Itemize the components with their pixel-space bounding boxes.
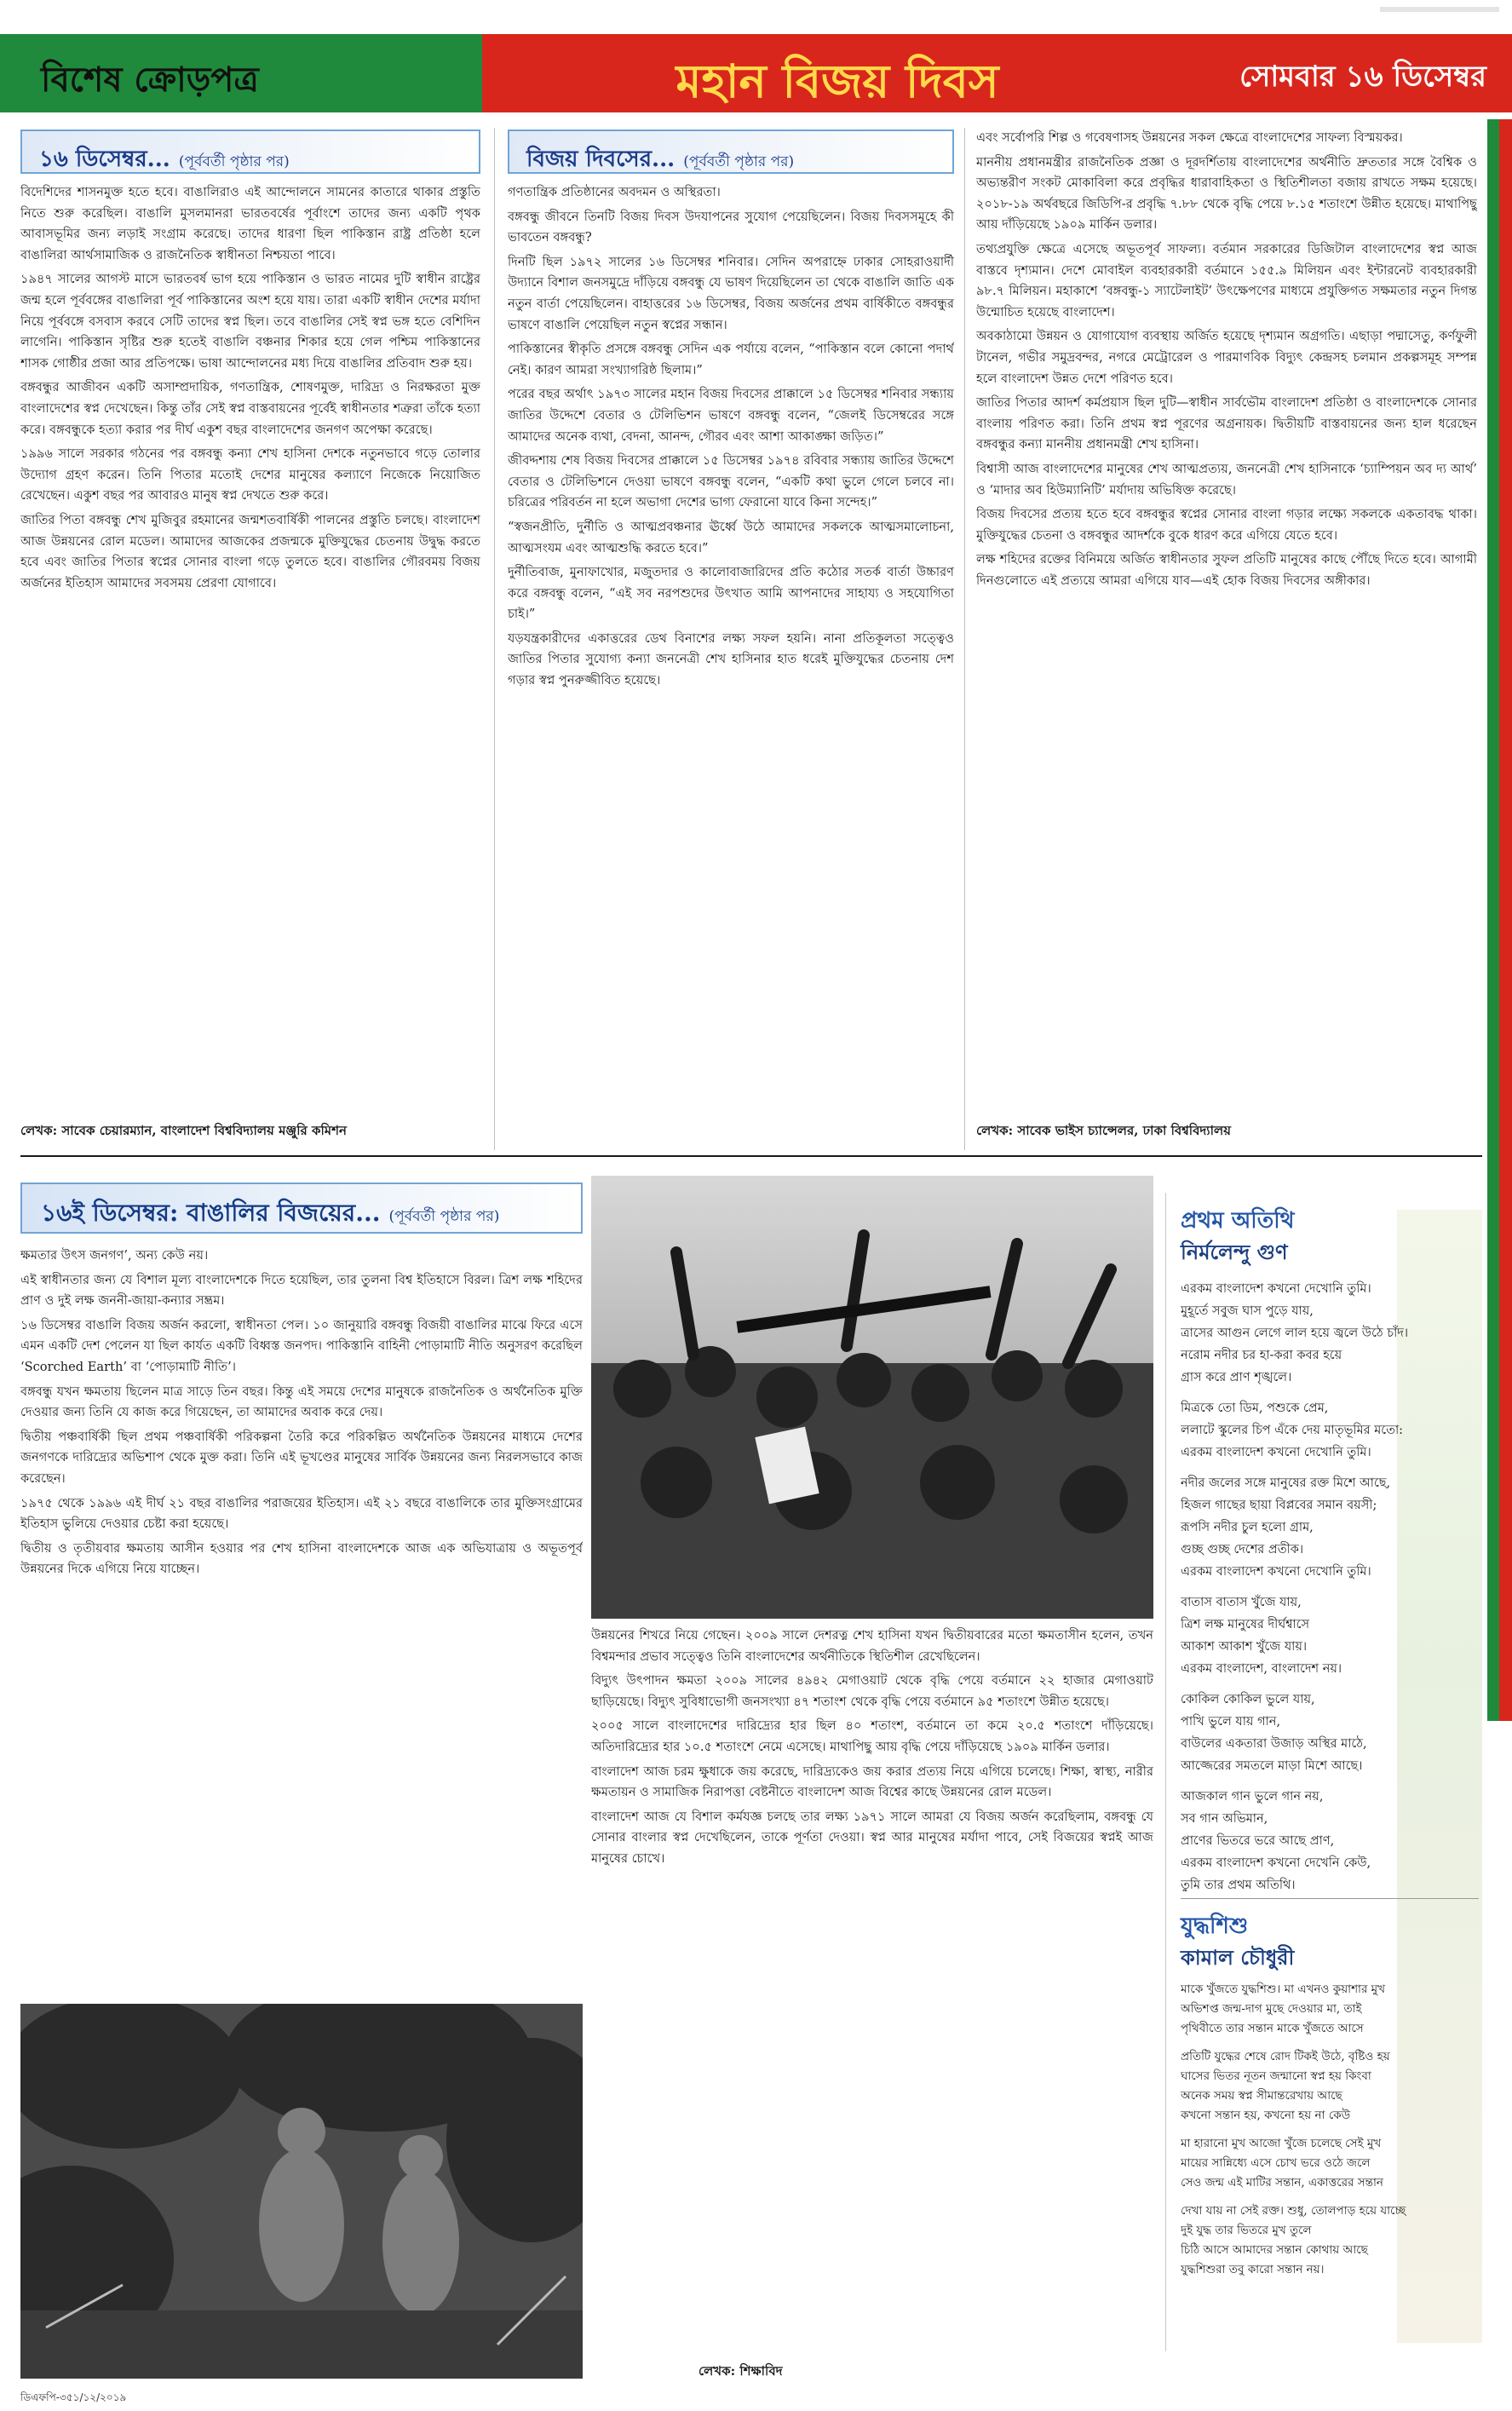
article-2-paragraph: যড়যন্ত্রকারীদের একাত্তরের ডেথ বিনাশের লক্ষ্য সফল হয়নি। নানা প্রতিকূলতা সত্ত্বেও জাতির পিতার সুযোগ্য কন্যা জননেত্রী শেখ হাসিনার হাত ধরেই মুক্তিযুদ্ধের চেতনায় দেশ গড়ার স্বপ্ন পুনরুজ্জীবিত হয়েছে। <box>508 630 954 688</box>
article-1-paragraph: ১৯৯৬ সালে সরকার গঠনের পর বঙ্গবন্ধু কন্যা শেখ হাসিনা দেশকে নতুনভাবে গড়ে তোলার উদ্যোগ গ্রহণ করেন। তিনি পিতার মতোই দেশের মানুষের কল্যাণে নিজেকে নিয়োজিত রেখেছেন। একুশ বছর পর আবারও মানুষ স্বপ্ন দেখতে শুরু করে। <box>20 446 480 503</box>
poem-2-stanza: মাকে খুঁজতে যুদ্ধশিশু। মা এখনও কুয়াশার মুখ অভিশপ্ত জন্ম-দাগ মুছে দেওয়ার মা, তাই পৃথিবীতে তার সন্তান মাকে খুঁজতে আসে <box>1181 1982 1386 2035</box>
article-4-paragraph: ২০০৫ সালে বাংলাদেশের দারিদ্র্যের হার ছিল ৪০ শতাংশ, বর্তমানে তা কমে ২০.৫ শতাংশে দাঁড়িয়েছে। অতিদারিদ্র্যের হার ১০.৫ শতাংশে নেমে এসেছে। মাথাপিছু আয় বৃদ্ধি পেয়ে দাঁড়িয়েছে ১৯০৯ মার্কিন ডলার। <box>591 1718 1153 1754</box>
article-4-right-body <box>591 1626 1153 2353</box>
article-1-paragraph: বিদেশিদের শাসনমুক্ত হতে হবে। বাঙালিরাও এই আন্দোলনে সামনের কাতারে থাকার প্রস্তুতি নিতে শুরু করেছিল। বাঙালি মুসলমানরা ভারতবর্ষের পূর্বাংশে তাদের জন্য একটি পৃথক আবাসভূমির জন্য লড়াই সংগ্রাম করেছে। তাদের ধারণা ছিল পাকিস্তান রাষ্ট্র প্রতিষ্ঠা হলে বাঙালিরা আর্থসামাজিক ও রাজনৈতিক স্বাধীনতা নিশ্চয়তা পাবে। <box>20 185 480 262</box>
article-3-body <box>976 128 1477 1108</box>
article-3-paragraph: মাননীয় প্রধানমন্ত্রীর রাজনৈতিক প্রজ্ঞা ও দূরদর্শিতায় বাংলাদেশের অর্থনীতি দ্রুততার সঙ্গে বৈশ্বিক ও অভ্যন্তরীণ সংকট মোকাবিলা করে প্রবৃদ্ধির ধারাবাহিকতা ও স্থিতিশীলতা বজায় রাখতে সক্ষম হয়েছে। ২০১৮-১৯ অর্থবছরে জিডিপি-র প্রবৃদ্ধি ৭.৮৮ থেকে বৃদ্ধি পেয়ে ৮.১৫ শতাংশে উন্নীত হয়েছে। মাথাপিছু আয় দাঁড়িয়েছে ১৯০৯ মার্কিন ডলার। <box>976 154 1477 233</box>
victory-crowd-illustration <box>591 1176 1153 1619</box>
article-3-paragraph: লক্ষ শহিদের রক্তের বিনিময়ে অর্জিত স্বাধীনতার সুফল প্রতিটি মানুষের কাছে পৌঁছে দিতে হবে। আগামী দিনগুলোতে এই প্রত্যয়ে আমরা এগিয়ে যাব—এই হোক বিজয় দিবসের অঙ্গীকার। <box>976 552 1477 588</box>
poem-2-stanza: দেখা যায় না সেই রক্ত। শুধু, তোলপাড় হয়ে যাচ্ছে দুই যুদ্ধ তার ভিতরে মুখ তুলে চিঠি আসে আমাদের সন্তান কোথায় আছে যুদ্ধশিশুরা তবু কারো সন্তান নয়। <box>1181 2204 1406 2276</box>
article-4-paragraph: বঙ্গবন্ধু যখন ক্ষমতায় ছিলেন মাত্র সাড়ে তিন বছর। কিন্তু এই সময়ে দেশের মানুষকে রাজনৈতিক ও অর্থনৈতিক মুক্তি দেওয়ার জন্য তিনি যে কাজ করে গিয়েছেন, তা আমাদের অবাক করে দেয়। <box>20 1384 583 1420</box>
article-1-byline: লেখক: সাবেক চেয়ারম্যান, বাংলাদেশ বিশ্ববিদ্যালয় মঞ্জুরি কমিশন <box>20 1123 347 1138</box>
top-mark <box>1380 7 1499 12</box>
poem-1-stanza: আজকাল গান ভুলে গান নয়, সব গান অভিমান, প্রাণের ভিতরে ভরে আছে প্রাণ, এরকম বাংলাদেশ কখনো দেখেনি কেউ, তুমি তার প্রথম অতিথি। <box>1181 1790 1371 1891</box>
article-4-paragraph: ১৯৭৫ থেকে ১৯৯৬ এই দীর্ঘ ২১ বছর বাঙালির পরাজয়ের ইতিহাস। এই ২১ বছরে বাঙালিকে তার মুক্তিসংগ্রামের ইতিহাস ভুলিয়ে দেওয়ার চেষ্টা করা হয়েছে। <box>20 1495 583 1532</box>
article-1-title: ১৬ ডিসেম্বর... <box>39 147 170 172</box>
article-4-paragraph: উন্নয়নের শিখরে নিয়ে গেছেন। ২০০৯ সালে দেশরত্ন শেখ হাসিনা যখন দ্বিতীয়বারের মতো ক্ষমতাসীন হলেন, তখন বিশ্বমন্দার প্রভাব সত্ত্বেও তিনি বাংলাদেশের অর্থনীতিকে স্থিতিশীল রেখেছিলেন। <box>591 1628 1153 1664</box>
article-1-paragraph: ১৯৪৭ সালের আগস্ট মাসে ভারতবর্ষ ভাগ হয়ে পাকিস্তান ও ভারত নামের দুটি স্বাধীন রাষ্ট্রের জন্ম হলে পূর্ববঙ্গের বাঙালিরা পূর্ব পাকিস্তানের অংশ হয়ে যায়। তারা একটি স্বাধীন দেশের মর্যাদা নিয়ে পূর্ববঙ্গে বসবাস করবে সেটি তাদের স্বপ্ন ছিল। তবে বাঙালির সেই স্বপ্ন ভঙ্গ হতে বেশিদিন লাগেনি। পাকিস্তান সৃষ্টির শুরু হতেই বাঙালি বঞ্চনার শিকার হয়ে গেল পশ্চিম পাকিস্তানের শাসক গোষ্ঠীর প্রজা আর প্রতিপক্ষে। ভাষা আন্দোলনের মধ্য দিয়ে বাঙালির প্রতিবাদ শুরু হয়। <box>20 272 480 371</box>
article-4-paragraph: বাংলাদেশ আজ চরম ক্ষুধাকে জয় করেছে, দারিদ্র্যকেও জয় করার প্রত্যয় নিয়ে এগিয়ে চলেছে। শিক্ষা, স্বাস্থ্য, নারীর ক্ষমতায়ন ও সামাজিক নিরাপত্তা বেষ্টনীতে বাংলাদেশ আজ বিশ্বের কাছে উন্নয়নের রোল মডেল। <box>591 1764 1153 1800</box>
section-divider <box>20 1155 1482 1157</box>
article-4-paragraph: এই স্বাধীনতার জন্য যে বিশাল মূল্য বাংলাদেশকে দিতে হয়েছিল, তার তুলনা বিশ্ব ইতিহাসে বিরল। ত্রিশ লক্ষ শহিদের প্রাণ ও দুই লক্ষ জননী-জায়া-কন্যার সম্ভ্রম। <box>20 1272 583 1309</box>
article-3-paragraph: বিজয় দিবসের প্রত্যয় হতে হবে বঙ্গবন্ধুর স্বপ্নের সোনার বাংলা গড়ার লক্ষ্যে সকলকে একতাবদ্ধ থাকা। মুক্তিযুদ্ধের চেতনা ও বঙ্গবন্ধুর আদর্শকে বুকে ধারণ করে এগিয়ে যেতে হবে। <box>976 507 1477 543</box>
article-2-body <box>508 182 954 1111</box>
poem-2-stanza: প্রতিটি যুদ্ধের শেষে রোদ টিকই উঠে, বৃষ্টিও হয় ঘাসের ভিতর নূতন জন্মানো স্বপ্ন হয় কিংবা অনেক সময় স্বপ্ন সীমান্তরেখায় আছে কখনো সন্তান হয়, কখনো হয় না কেউ <box>1181 2050 1390 2122</box>
article-1-continued: (পূর্ববর্তী পৃষ্ঠার পর) <box>178 153 290 170</box>
article-2-continued: (পূর্ববর্তী পৃষ্ঠার পর) <box>683 153 795 170</box>
top-margin <box>0 0 1512 34</box>
freedom-fighters-photo <box>20 2004 583 2379</box>
article-4-paragraph: ১৬ ডিসেম্বর বাঙালি বিজয় অর্জন করলো, স্বাধীনতা পেল। ১০ জানুয়ারি বঙ্গবন্ধু বিজয়ী বাঙালির মাঝে ফিরে এসে এমন একটি দেশ পেলেন যা ছিল কার্যত একটি বিধ্বস্ত জনপদ। পাকিস্তানি বাহিনী পোড়ামাটি নীতি অনুসরণ করেছিল ‘Scorched Earth’ বা ‘পোড়ামাটি নীতি’। <box>20 1317 583 1374</box>
supplement-label: বিশেষ ক্রোড়পত্র <box>0 34 482 112</box>
article-2-heading <box>508 129 954 174</box>
freedom-fighters-illustration <box>20 2004 583 2379</box>
article-1-paragraph: বঙ্গবন্ধুর আজীবন একটি অসাম্প্রদায়িক, গণতান্ত্রিক, শোষণমুক্ত, দারিদ্র্য ও নিরক্ষরতা মুক্ত বাংলাদেশের স্বপ্ন দেখেছেন। কিন্তু তাঁর সেই স্বপ্ন বাস্তবায়নের পূর্বেই স্বাধীনতার শত্রুরা তাঁকে হত্যা করে। বঙ্গবন্ধুকে হত্যা করার পর দীর্ঘ একুশ বছর বাংলাদেশের জনগণ অপেক্ষা করেছে। <box>20 380 480 437</box>
footer-code: ডিএফপি-৩৫১/১২/২০১৯ <box>20 2391 127 2403</box>
page-title: মহান বিজয় দিবস <box>482 34 1193 112</box>
article-4-continued: (পূর্ববর্তী পৃষ্ঠার পর) <box>388 1208 500 1225</box>
article-2-paragraph: পাকিস্তানের স্বীকৃতি প্রসঙ্গে বঙ্গবন্ধু সেদিন এক পর্যায়ে বলেন, “পাকিস্তান বলে কোনো পদার্থ নেই। কারণ আমরা সংখ্যাগরিষ্ঠ ছিলাম।” <box>508 342 954 377</box>
article-3-paragraph: অবকাঠামো উন্নয়ন ও যোগাযোগ ব্যবস্থায় অর্জিত হয়েছে দৃশ্যমান অগ্রগতি। এছাড়া পদ্মাসেতু, কর্ণফুলী টানেল, গভীর সমুদ্রবন্দর, নগরে মেট্রোরেল ও পারমাণবিক বিদ্যুৎ কেন্দ্রসহ চলমান প্রকল্পসমূহ সম্পন্ন হলে বাংলাদেশ উন্নত দেশে পরিণত হবে। <box>976 329 1477 386</box>
side-strip-green <box>1487 119 1499 1721</box>
article-4-byline: লেখক: শিক্ষাবিদ <box>699 2363 783 2379</box>
article-3-paragraph: বিশ্বাসী আজ বাংলাদেশের মানুষের শেখ আত্মপ্রত্যয়, জননেত্রী শেখ হাসিনাকে ‘চ্যাম্পিয়ন অব দ্য আর্থ’ ও ‘মাদার অব হিউম্যানিটি’ মর্যাদায় অভিষিক্ত করেছে। <box>976 461 1477 498</box>
article-1-heading <box>20 129 480 174</box>
article-2-paragraph: দুর্নীতিবাজ, মুনাফাখোর, মজুতদার ও কালোবাজারিদের প্রতি কঠোর সতর্ক বার্তা উচ্চারণ করে বঙ্গবন্ধু বলেন, “এই সব নরপশুদের উৎখাত আমি আপনাদের সাহায্য ও সহযোগিতা চাই।” <box>508 565 954 622</box>
article-4-paragraph: বাংলাদেশ আজ যে বিশাল কর্মযজ্ঞ চলছে তার লক্ষ্য ১৯৭১ সালে আমরা যে বিজয় অর্জন করেছিলাম, বঙ্গবন্ধু যে সোনার বাংলার স্বপ্ন দেখেছিলেন, তাকে পূর্ণতা দেওয়া। স্বপ্ন আর মানুষের মর্যাদা পাবে, সেই বিজয়ের স্বপ্নই আজ মানুষের চোখে। <box>591 1809 1153 1866</box>
poem-2-author: কামাল চৌধুরী <box>1181 1945 1295 1970</box>
article-3-byline: লেখক: সাবেক ভাইস চ্যান্সেলর, ঢাকা বিশ্ববিদ্যালয় <box>976 1123 1232 1138</box>
article-2-paragraph: “স্বজনপ্রীতি, দুর্নীতি ও আত্মপ্রবঞ্চনার ঊর্ধ্বে উঠে আমাদের সকলকে আত্মসমালোচনা, আত্মসংযম এবং আত্মশুদ্ধি করতে হবে।” <box>508 519 954 555</box>
article-1-body <box>20 182 480 1111</box>
article-2-paragraph: পরের বছর অর্থাৎ ১৯৭৩ সালের মহান বিজয় দিবসের প্রাক্কালে ১৫ ডিসেম্বর শনিবার সন্ধ্যায় জাতির উদ্দেশে বেতার ও টেলিভিশন ভাষণে বঙ্গবন্ধু বলেন, “জেলই ডিসেম্বরের সঙ্গে আমাদের অনেক ব্যথা, বেদনা, আনন্দ, গৌরব এবং আশা আকাঙ্ক্ষা জড়িত।” <box>508 387 954 444</box>
article-4-left-body <box>20 1246 583 1995</box>
issue-date: সোমবার ১৬ ডিসেম্বর ২০১৯ <box>1193 34 1512 112</box>
article-3-paragraph: এবং সর্বোপরি শিল্প ও গবেষণাসহ উন্নয়নের সকল ক্ষেত্রে বাংলাদেশের সাফল্য বিস্ময়কর। <box>976 130 1403 145</box>
article-1-paragraph: জাতির পিতা বঙ্গবন্ধু শেখ মুজিবুর রহমানের জন্মশতবার্ষিকী পালনের প্রস্তুতি চলছে। বাংলাদেশ আজ উন্নয়নের রোল মডেল। আমাদের আজকের প্রজন্মকে মুক্তিযুদ্ধের চেতনায় উদ্বুদ্ধ করতে হবে এবং জাতির পিতার স্বপ্নের সোনার বাংলা গড়ে তুলতে হবে। বাঙালির গৌরবময় বিজয় অর্জনের ইতিহাস আমাদের সবসময় প্রেরণা যোগাবে। <box>20 512 480 590</box>
article-4-paragraph: ক্ষমতার উৎস জনগণ’, অন্য কেউ নয়। <box>20 1248 209 1263</box>
article-4-heading <box>20 1182 583 1234</box>
poem-1-author: নির্মলেন্দু গুণ <box>1181 1240 1288 1264</box>
column-divider <box>494 128 495 1150</box>
article-2-paragraph: জীবদ্দশায় শেষ বিজয় দিবসের প্রাক্কালে ১৫ ডিসেম্বর ১৯৭৪ রবিবার সন্ধ্যায় জাতির উদ্দেশে বেতার ও টেলিভিশনে দেওয়া ভাষণে বঙ্গবন্ধু বলেন, “একটি কথা ভুলে গেলে চলবে না। চরিত্রের পরিবর্তন না হলে অভাগা দেশের ভাগ্য ফেরানো যাবে কিনা সন্দেহ।” <box>508 453 954 510</box>
victory-crowd-photo <box>591 1176 1153 1619</box>
article-2-title: বিজয় দিবসের... <box>526 147 676 172</box>
poem-1-section: প্রথম অতিথি <box>1181 1208 1295 1234</box>
article-4-paragraph: বিদ্যুৎ উৎপাদন ক্ষমতা ২০০৯ সালের ৪৯৪২ মেগাওয়াট থেকে বৃদ্ধি পেয়ে বর্তমানে ২২ হাজার মেগাওয়াট ছাড়িয়েছে। বিদ্যুৎ সুবিধাভোগী জনসংখ্যা ৪৭ শতাংশ থেকে বৃদ্ধি পেয়ে বর্তমানে ৯৫ শতাংশে উন্নীত হয়েছে। <box>591 1673 1153 1709</box>
poem-2-stanza: মা হারানো মুখ আজো খুঁজে চলেছে সেই মুখ মায়ের সান্নিধ্যে এসে চোখ ভরে ওঠে জলে সেও জন্ম এই মাটির সন্তান, একাত্তরের সন্তান <box>1181 2137 1383 2189</box>
poem-divider <box>1181 1898 1479 1899</box>
poem-2-body <box>1181 1980 1479 2355</box>
article-3-paragraph: তথ্যপ্রযুক্তি ক্ষেত্রে এসেছে অভূতপূর্ব সাফল্য। বর্তমান সরকারের ডিজিটাল বাংলাদেশের স্বপ্ন আজ বাস্তবে দৃশ্যমান। দেশে মোবাইল ব্যবহারকারী বর্তমানে ১৫৫.৯ মিলিয়ন এবং ইন্টারনেট ব্যবহারকারী ৯৮.৭ মিলিয়ন। মহাকাশে ‘বঙ্গবন্ধু-১ স্যাটেলাইট’ উৎক্ষেপণের মাধ্যমে প্রযুক্তিগত সক্ষমতার নতুন দিগন্ত উন্মোচিত হয়েছে বাংলাদেশ। <box>976 241 1477 319</box>
article-2-paragraph: বঙ্গবন্ধু জীবনে তিনটি বিজয় দিবস উদযাপনের সুযোগ পেয়েছিলেন। বিজয় দিবসসমূহে কী ভাবতেন বঙ্গবন্ধু? <box>508 209 954 245</box>
poem-1-body <box>1181 1278 1436 1891</box>
article-3-paragraph: জাতির পিতার আদর্শ কর্মপ্রয়াস ছিল দুটি—স্বাধীন সার্বভৌম বাংলাদেশ প্রতিষ্ঠা ও বাংলাদেশকে সোনার বাংলায় পরিণত করা। তিনি প্রথম স্বপ্ন পূরণের অগ্রনায়ক। দ্বিতীয়টি বাস্তবায়নের জন্য হাল ধরেছেন বঙ্গবন্ধুর কন্যা মাননীয় প্রধানমন্ত্রী শেখ হাসিনা। <box>976 395 1477 452</box>
poem-1-stanza: এরকম বাংলাদেশ কখনো দেখোনি তুমি। মুহূর্তে সবুজ ঘাস পুড়ে যায়, ত্রাসের আগুন লেগে লাল হয়ে জ্বলে উঠে চাঁদ। নরোম নদীর চর হা-করা কবর হয়ে গ্রাস করে প্রাণ শৃঙ্খলে। <box>1181 1282 1409 1384</box>
poem-1-stanza: কোকিল কোকিল ভুলে যায়, পাখি ভুলে যায় গান, বাউলের একতারা উজাড় অস্থির মাঠে, আজ্জেরের সমতলে মাড়া মিশে আছে। <box>1181 1693 1367 1773</box>
article-4-title: ১৬ই ডিসেম্বর: বাঙালির বিজয়ের... <box>41 1199 381 1227</box>
article-4-paragraph: দ্বিতীয় ও তৃতীয়বার ক্ষমতায় আসীন হওয়ার পর শেখ হাসিনা বাংলাদেশকে আজ এক অভিযাত্রায় ও অভূতপূর্ব উন্নয়নের দিকে এগিয়ে নিয়ে যাচ্ছেন। <box>20 1540 583 1577</box>
poem-1-stanza: মিত্রকে তো ডিম, পশুকে প্রেম, ললাটে স্কুলের চিপ এঁকে দেয় মাতৃভূমির মতো: এরকম বাংলাদেশ কখনো দেখোনি তুমি। <box>1181 1401 1404 1459</box>
column-divider <box>964 128 965 1150</box>
poem-1-stanza: নদীর জলের সঙ্গে মানুষের রক্ত মিশে আছে, হিজল গাছের ছায়া বিপ্লবের সমান বয়সী; রূপসি নদীর চুল হলো গ্রাম, গুচ্ছ গুচ্ছ দেশের প্রতীক। এরকম বাংলাদেশ কখনো দেখোনি তুমি। <box>1181 1476 1391 1579</box>
article-2-paragraph: গণতান্ত্রিক প্রতিষ্ঠানের অবদমন ও অস্থিরতা। <box>508 185 721 199</box>
side-strip-red <box>1499 119 1512 1721</box>
poem-2-section: যুদ্ধশিশু <box>1181 1913 1249 1939</box>
article-4-paragraph: দ্বিতীয় পঞ্চবার্ষিকী ছিল প্রথম পঞ্চবার্ষিকী পরিকল্পনা তৈরি করে পরিকল্পিত অর্থনৈতিক উন্নয়নের মাধ্যমে দেশের জনগণকে দারিদ্র্যের অভিশাপ থেকে মুক্ত করা। তিনি এই ভূখণ্ডের মানুষের সার্বিক উন্নয়নের জন্য নিরলসভাবে কাজ করেছেন। <box>20 1429 583 1486</box>
poem-1-stanza: বাতাস বাতাস খুঁজে যায়, ত্রিশ লক্ষ মানুষের দীর্ঘশ্বাসে আকাশ আকাশ খুঁজে যায়। এরকম বাংলাদেশ, বাংলাদেশ নয়। <box>1181 1596 1342 1676</box>
article-2-paragraph: দিনটি ছিল ১৯৭২ সালের ১৬ ডিসেম্বর শনিবার। সেদিন অপরাহ্নে ঢাকার সোহরাওয়ার্দী উদ্যানে বিশাল জনসমুদ্রে দাঁড়িয়ে বঙ্গবন্ধু যে ভাষণ দিয়েছিলেন তা থেকে বাঙালি জাতি এক নতুন বার্তা পেয়েছিলেন। বাহাত্তরের ১৬ ডিসেম্বর, বিজয় অর্জনের প্রথম বার্ষিকীতে বঙ্গবন্ধুর ভাষণে বাঙালি পেয়েছিল নতুন স্বপ্নের সন্ধান। <box>508 254 954 332</box>
